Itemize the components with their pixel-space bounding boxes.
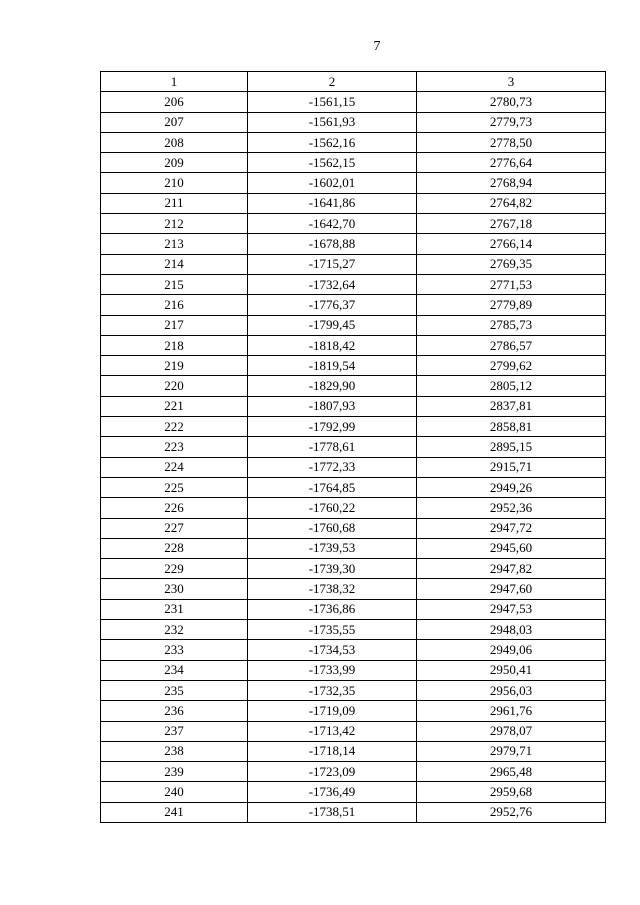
table-cell-col-2: -1760,68: [248, 518, 417, 538]
table-cell-col-2: -1602,01: [248, 173, 417, 193]
table-cell-col-2: -1829,90: [248, 376, 417, 396]
table-header: [101, 72, 606, 92]
table-row: [101, 477, 606, 497]
table-cell-col-3: 2952,76: [417, 802, 606, 822]
table-cell-col-1: 222: [101, 417, 248, 437]
table-cell-col-3: 2785,73: [417, 315, 606, 335]
table-cell-col-3: 2799,62: [417, 356, 606, 376]
table-cell-col-1: 232: [101, 620, 248, 640]
column-header-3: 3: [417, 72, 606, 92]
table-cell-col-2: -1735,55: [248, 620, 417, 640]
page-number: 7: [373, 39, 381, 54]
table-cell-col-3: 2786,57: [417, 335, 606, 355]
table-row: [101, 640, 606, 660]
table-row: [101, 802, 606, 822]
table-cell-col-3: 2766,14: [417, 234, 606, 254]
column-header-1: 1: [101, 72, 248, 92]
table-cell-col-1: 212: [101, 214, 248, 234]
table-cell-col-3: 2956,03: [417, 680, 606, 700]
table-cell-col-3: 2950,41: [417, 660, 606, 680]
table-cell-col-1: 214: [101, 254, 248, 274]
table-cell-col-3: 2947,72: [417, 518, 606, 538]
table-row: [101, 173, 606, 193]
table-row: [101, 538, 606, 558]
table-cell-col-1: 241: [101, 802, 248, 822]
table-cell-col-3: 2947,82: [417, 559, 606, 579]
table-row: [101, 315, 606, 335]
table-row: [101, 782, 606, 802]
table-cell-col-2: -1719,09: [248, 701, 417, 721]
table-cell-col-3: 2961,76: [417, 701, 606, 721]
table-cell-col-3: 2767,18: [417, 214, 606, 234]
table-row: [101, 335, 606, 355]
table-cell-col-2: -1732,64: [248, 274, 417, 294]
column-header-2: 2: [248, 72, 417, 92]
table-row: [101, 762, 606, 782]
table-cell-col-2: -1642,70: [248, 214, 417, 234]
table-cell-col-1: 209: [101, 153, 248, 173]
table-cell-col-3: 2948,03: [417, 620, 606, 640]
table-row: [101, 559, 606, 579]
table-cell-col-2: -1739,53: [248, 538, 417, 558]
header-row: [101, 72, 606, 92]
table-cell-col-3: 2769,35: [417, 254, 606, 274]
table-cell-col-1: 227: [101, 518, 248, 538]
table-cell-col-2: -1778,61: [248, 437, 417, 457]
table-cell-col-1: 213: [101, 234, 248, 254]
table-cell-col-2: -1760,22: [248, 498, 417, 518]
table-cell-col-3: 2945,60: [417, 538, 606, 558]
table-row: [101, 376, 606, 396]
table-cell-col-3: 2979,71: [417, 741, 606, 761]
table-cell-col-1: 223: [101, 437, 248, 457]
table-body: [101, 92, 606, 823]
table-cell-col-1: 235: [101, 680, 248, 700]
table-cell-col-1: 237: [101, 721, 248, 741]
table-cell-col-3: 2947,60: [417, 579, 606, 599]
table-row: [101, 620, 606, 640]
table-cell-col-3: 2779,73: [417, 112, 606, 132]
table-row: [101, 599, 606, 619]
table-cell-col-1: 219: [101, 356, 248, 376]
table-cell-col-2: -1772,33: [248, 457, 417, 477]
table-cell-col-2: -1738,51: [248, 802, 417, 822]
table-cell-col-3: 2837,81: [417, 396, 606, 416]
table-cell-col-2: -1819,54: [248, 356, 417, 376]
table-row: [101, 417, 606, 437]
table-cell-col-3: 2858,81: [417, 417, 606, 437]
table-cell-col-2: -1562,16: [248, 132, 417, 152]
table-cell-col-1: 230: [101, 579, 248, 599]
table-cell-col-2: -1734,53: [248, 640, 417, 660]
table-cell-col-3: 2779,89: [417, 295, 606, 315]
table-cell-col-2: -1561,15: [248, 92, 417, 112]
table-cell-col-2: -1713,42: [248, 721, 417, 741]
table-row: [101, 457, 606, 477]
table-cell-col-3: 2965,48: [417, 762, 606, 782]
table-cell-col-3: 2947,53: [417, 599, 606, 619]
table-cell-col-1: 215: [101, 274, 248, 294]
table-row: [101, 132, 606, 152]
table-row: [101, 254, 606, 274]
table-cell-col-3: 2805,12: [417, 376, 606, 396]
table-row: [101, 356, 606, 376]
table-row: [101, 741, 606, 761]
table-cell-col-1: 210: [101, 173, 248, 193]
table-row: [101, 112, 606, 132]
table-cell-col-1: 224: [101, 457, 248, 477]
table-row: [101, 92, 606, 112]
table-cell-col-2: -1733,99: [248, 660, 417, 680]
table-row: [101, 153, 606, 173]
table-cell-col-2: -1736,86: [248, 599, 417, 619]
table-cell-col-1: 208: [101, 132, 248, 152]
table-cell-col-1: 238: [101, 741, 248, 761]
table-cell-col-1: 217: [101, 315, 248, 335]
table-cell-col-2: -1562,15: [248, 153, 417, 173]
table-cell-col-2: -1736,49: [248, 782, 417, 802]
table-cell-col-2: -1718,14: [248, 741, 417, 761]
table-row: [101, 498, 606, 518]
table-row: [101, 234, 606, 254]
table-cell-col-3: 2952,36: [417, 498, 606, 518]
table-row: [101, 680, 606, 700]
table-cell-col-2: -1792,99: [248, 417, 417, 437]
table-row: [101, 660, 606, 680]
table-cell-col-2: -1807,93: [248, 396, 417, 416]
table-cell-col-3: 2915,71: [417, 457, 606, 477]
table-cell-col-1: 228: [101, 538, 248, 558]
table-row: [101, 193, 606, 213]
table-cell-col-1: 231: [101, 599, 248, 619]
table-cell-col-3: 2764,82: [417, 193, 606, 213]
table-cell-col-3: 2959,68: [417, 782, 606, 802]
table-cell-col-3: 2949,26: [417, 477, 606, 497]
table-cell-col-1: 216: [101, 295, 248, 315]
table-cell-col-1: 239: [101, 762, 248, 782]
table-row: [101, 579, 606, 599]
table-cell-col-2: -1732,35: [248, 680, 417, 700]
table-cell-col-2: -1723,09: [248, 762, 417, 782]
table-cell-col-2: -1738,32: [248, 579, 417, 599]
table-cell-col-2: -1641,86: [248, 193, 417, 213]
table-row: [101, 214, 606, 234]
table-cell-col-3: 2768,94: [417, 173, 606, 193]
table-cell-col-2: -1678,88: [248, 234, 417, 254]
table-cell-col-1: 211: [101, 193, 248, 213]
table-cell-col-1: 207: [101, 112, 248, 132]
table-row: [101, 721, 606, 741]
table-cell-col-1: 240: [101, 782, 248, 802]
table-cell-col-3: 2780,73: [417, 92, 606, 112]
table-row: [101, 437, 606, 457]
table-cell-col-2: -1715,27: [248, 254, 417, 274]
table-row: [101, 396, 606, 416]
table-cell-col-3: 2949,06: [417, 640, 606, 660]
table-cell-col-1: 218: [101, 335, 248, 355]
table-cell-col-3: 2776,64: [417, 153, 606, 173]
table-cell-col-1: 220: [101, 376, 248, 396]
table-row: [101, 274, 606, 294]
table-cell-col-1: 229: [101, 559, 248, 579]
table-row: [101, 295, 606, 315]
table-cell-col-1: 221: [101, 396, 248, 416]
table-row: [101, 518, 606, 538]
table-cell-col-3: 2895,15: [417, 437, 606, 457]
table-cell-col-2: -1776,37: [248, 295, 417, 315]
table-cell-col-3: 2978,07: [417, 721, 606, 741]
table-cell-col-1: 233: [101, 640, 248, 660]
table-cell-col-1: 226: [101, 498, 248, 518]
table-cell-col-2: -1818,42: [248, 335, 417, 355]
table-cell-col-2: -1764,85: [248, 477, 417, 497]
table-cell-col-1: 236: [101, 701, 248, 721]
table-cell-col-1: 206: [101, 92, 248, 112]
coordinates-table: [100, 71, 606, 823]
table-cell-col-1: 234: [101, 660, 248, 680]
table-row: [101, 701, 606, 721]
table-cell-col-2: -1739,30: [248, 559, 417, 579]
table-cell-col-2: -1799,45: [248, 315, 417, 335]
table-cell-col-2: -1561,93: [248, 112, 417, 132]
table-cell-col-3: 2778,50: [417, 132, 606, 152]
table-cell-col-3: 2771,53: [417, 274, 606, 294]
table-cell-col-1: 225: [101, 477, 248, 497]
